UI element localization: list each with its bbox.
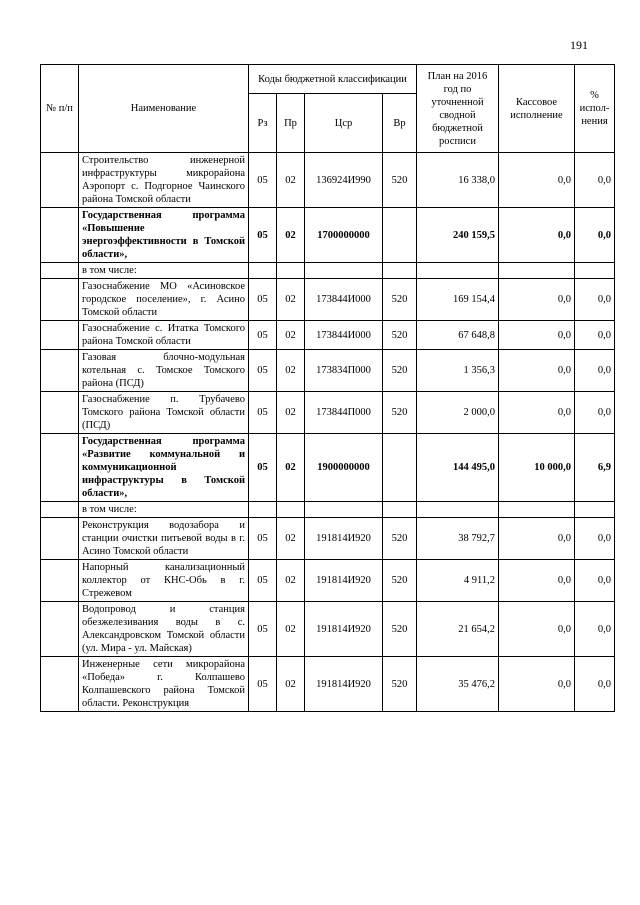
header-vr: Вр — [383, 94, 417, 153]
table-row — [41, 392, 615, 434]
cell-cash: 0,0 — [499, 350, 575, 392]
cell-pct: 0,0 — [575, 602, 615, 657]
cell-pr: 02 — [277, 560, 305, 602]
cell-cash: 0,0 — [499, 153, 575, 208]
cell-rz: 05 — [249, 153, 277, 208]
cell-cash: 0,0 — [499, 321, 575, 350]
cell-vr: 520 — [383, 602, 417, 657]
header-num: № п/п — [41, 65, 79, 153]
table-body — [41, 153, 615, 712]
cell-pr: 02 — [277, 279, 305, 321]
table-row — [41, 153, 615, 208]
cell-plan: 240 159,5 — [417, 208, 499, 263]
cell-rz: 05 — [249, 657, 277, 712]
cell-pct — [575, 502, 615, 518]
cell-name: Напорный канализационный коллектор от КНС-Обь в г. Стрежевом — [79, 560, 249, 602]
cell-vr — [383, 263, 417, 279]
cell-vr: 520 — [383, 392, 417, 434]
table-row-note — [41, 263, 615, 279]
cell-num — [41, 434, 79, 502]
cell-plan: 4 911,2 — [417, 560, 499, 602]
cell-vr — [383, 434, 417, 502]
cell-plan: 21 654,2 — [417, 602, 499, 657]
cell-plan: 16 338,0 — [417, 153, 499, 208]
header-pct: % испол-нения — [575, 65, 615, 153]
cell-pr — [277, 263, 305, 279]
cell-vr — [383, 502, 417, 518]
table-row-note — [41, 502, 615, 518]
cell-pct: 0,0 — [575, 279, 615, 321]
cell-pct: 0,0 — [575, 518, 615, 560]
cell-rz — [249, 502, 277, 518]
cell-vr: 520 — [383, 279, 417, 321]
cell-vr: 520 — [383, 321, 417, 350]
cell-csr: 191814И920 — [305, 602, 383, 657]
cell-rz: 05 — [249, 392, 277, 434]
cell-cash: 0,0 — [499, 560, 575, 602]
cell-cash: 0,0 — [499, 657, 575, 712]
cell-rz: 05 — [249, 518, 277, 560]
cell-num — [41, 560, 79, 602]
cell-cash: 10 000,0 — [499, 434, 575, 502]
cell-rz: 05 — [249, 321, 277, 350]
cell-pr: 02 — [277, 392, 305, 434]
header-cash: Кассовое исполнение — [499, 65, 575, 153]
cell-rz: 05 — [249, 434, 277, 502]
header-csr: Цср — [305, 94, 383, 153]
cell-pct: 0,0 — [575, 657, 615, 712]
cell-rz: 05 — [249, 208, 277, 263]
table-row-program — [41, 208, 615, 263]
cell-num — [41, 502, 79, 518]
cell-num — [41, 518, 79, 560]
cell-plan: 35 476,2 — [417, 657, 499, 712]
cell-pct: 0,0 — [575, 153, 615, 208]
cell-csr: 1700000000 — [305, 208, 383, 263]
cell-num — [41, 657, 79, 712]
table-row — [41, 602, 615, 657]
cell-num — [41, 392, 79, 434]
cell-num — [41, 350, 79, 392]
cell-name: в том числе: — [79, 263, 249, 279]
cell-pr: 02 — [277, 434, 305, 502]
cell-vr: 520 — [383, 518, 417, 560]
cell-pct: 0,0 — [575, 350, 615, 392]
cell-csr: 191814И920 — [305, 560, 383, 602]
cell-num — [41, 153, 79, 208]
cell-plan: 169 154,4 — [417, 279, 499, 321]
header-codes: Коды бюджетной классификации — [249, 65, 417, 94]
cell-name: Газовая блочно-модульная котельная с. Томское Томского района (ПСД) — [79, 350, 249, 392]
cell-cash: 0,0 — [499, 518, 575, 560]
table-row — [41, 279, 615, 321]
cell-cash — [499, 263, 575, 279]
table-row — [41, 321, 615, 350]
cell-cash: 0,0 — [499, 208, 575, 263]
cell-pr: 02 — [277, 321, 305, 350]
cell-name: в том числе: — [79, 502, 249, 518]
cell-pct: 0,0 — [575, 560, 615, 602]
cell-rz: 05 — [249, 560, 277, 602]
cell-plan: 67 648,8 — [417, 321, 499, 350]
cell-rz: 05 — [249, 602, 277, 657]
budget-table — [40, 64, 615, 712]
header-rz: Рз — [249, 94, 277, 153]
table-row — [41, 560, 615, 602]
cell-name: Государственная программа «Развитие коммунальной и коммуникационной инфраструктуры в Томской области», — [79, 434, 249, 502]
cell-vr: 520 — [383, 560, 417, 602]
cell-plan — [417, 263, 499, 279]
cell-csr: 191814И920 — [305, 518, 383, 560]
cell-name: Строительство инженерной инфраструктуры микрорайона Аэропорт с. Подгорное Чаинского района Томской области — [79, 153, 249, 208]
cell-num — [41, 602, 79, 657]
cell-num — [41, 279, 79, 321]
cell-name: Газоснабжение с. Итатка Томского района Томской области — [79, 321, 249, 350]
cell-plan: 38 792,7 — [417, 518, 499, 560]
cell-pr: 02 — [277, 350, 305, 392]
cell-num — [41, 263, 79, 279]
cell-csr: 173844И000 — [305, 279, 383, 321]
cell-name: Государственная программа «Повышение энергоэффективности в Томской области», — [79, 208, 249, 263]
cell-cash: 0,0 — [499, 279, 575, 321]
cell-plan: 1 356,3 — [417, 350, 499, 392]
cell-plan: 2 000,0 — [417, 392, 499, 434]
cell-name: Реконструкция водозабора и станции очистки питьевой воды в г. Асино Томской области — [79, 518, 249, 560]
header-plan: План на 2016 год по уточненной сводной бюджетной росписи — [417, 65, 499, 153]
cell-num — [41, 208, 79, 263]
cell-vr: 520 — [383, 153, 417, 208]
cell-pct: 0,0 — [575, 392, 615, 434]
cell-pct — [575, 263, 615, 279]
cell-vr: 520 — [383, 657, 417, 712]
cell-csr: 173844И000 — [305, 321, 383, 350]
table-row — [41, 657, 615, 712]
cell-csr: 136924И990 — [305, 153, 383, 208]
cell-pr: 02 — [277, 208, 305, 263]
cell-csr: 1900000000 — [305, 434, 383, 502]
cell-cash: 0,0 — [499, 602, 575, 657]
cell-pr: 02 — [277, 602, 305, 657]
cell-csr — [305, 502, 383, 518]
cell-csr: 191814И920 — [305, 657, 383, 712]
cell-rz: 05 — [249, 279, 277, 321]
cell-plan — [417, 502, 499, 518]
table-row-program — [41, 434, 615, 502]
cell-pr: 02 — [277, 518, 305, 560]
header-name: Наименование — [79, 65, 249, 153]
cell-csr: 173844П000 — [305, 392, 383, 434]
cell-cash — [499, 502, 575, 518]
cell-cash: 0,0 — [499, 392, 575, 434]
cell-pr: 02 — [277, 657, 305, 712]
cell-num — [41, 321, 79, 350]
cell-vr: 520 — [383, 350, 417, 392]
cell-name: Водопровод и станция обезжелезивания воды в с. Александровском Томской области (ул. Мира - ул. Майская) — [79, 602, 249, 657]
cell-pr — [277, 502, 305, 518]
table-row — [41, 350, 615, 392]
cell-pct: 0,0 — [575, 321, 615, 350]
cell-name: Газоснабжение п. Трубачево Томского района Томской области (ПСД) — [79, 392, 249, 434]
cell-rz — [249, 263, 277, 279]
page-number: 191 — [570, 38, 588, 52]
cell-name: Инженерные сети микрорайона «Победа» г. Колпашево Колпашевского района Томской области. Реконструкция — [79, 657, 249, 712]
table-header — [41, 65, 615, 153]
cell-name: Газоснабжение МО «Асиновское городское поселение», г. Асино Томской области — [79, 279, 249, 321]
table-row — [41, 518, 615, 560]
cell-plan: 144 495,0 — [417, 434, 499, 502]
cell-csr: 173834П000 — [305, 350, 383, 392]
cell-pct: 0,0 — [575, 208, 615, 263]
cell-pr: 02 — [277, 153, 305, 208]
header-pr: Пр — [277, 94, 305, 153]
cell-csr — [305, 263, 383, 279]
cell-rz: 05 — [249, 350, 277, 392]
cell-pct: 6,9 — [575, 434, 615, 502]
cell-vr — [383, 208, 417, 263]
